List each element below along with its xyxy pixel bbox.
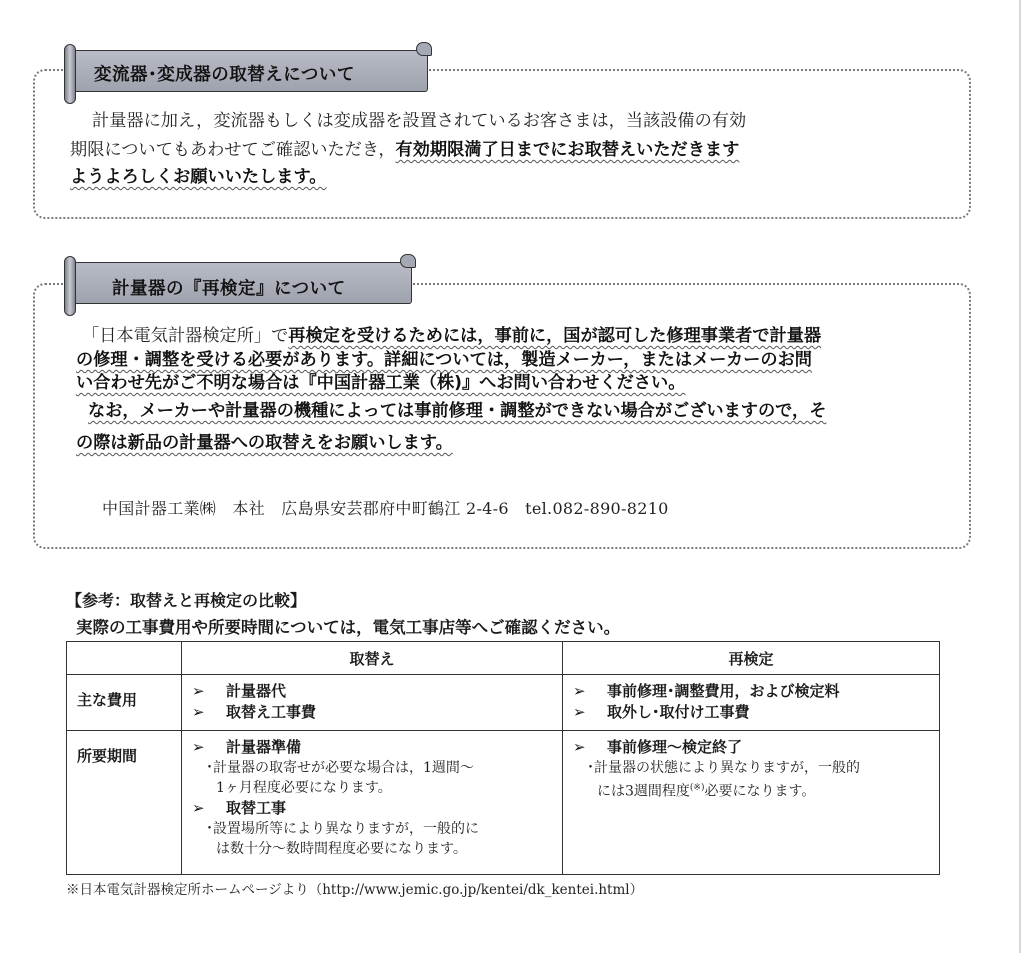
text-emphasis: 再検定を受けるためには，事前に，国が認可した修理事業者で計量器 — [288, 326, 822, 346]
arrow-bullet-icon: ➢ — [573, 703, 586, 721]
table-cell — [182, 731, 563, 875]
text-emphasis: ようよろしくお願いいたします。 — [70, 167, 327, 187]
list-item: ➢ 取替え工事費 — [182, 702, 562, 723]
table-cell — [563, 731, 940, 875]
scroll-curl-icon — [400, 254, 416, 268]
item-note: ･設置場所等により異なりますが，一般的に — [206, 821, 479, 837]
list-item: ➢ 取替工事 — [182, 798, 562, 819]
arrow-bullet-icon: ➢ — [192, 682, 205, 700]
company-address: 中国計器工業㈱ 本社 広島県安芸郡府中町鶴江 2-4-6 tel.082-890-8210 — [102, 499, 669, 518]
table-header-cell: 再検定 — [563, 642, 940, 675]
footnote-mark: (※) — [689, 783, 705, 793]
arrow-bullet-icon: ➢ — [192, 703, 205, 721]
table-row — [67, 731, 940, 875]
list-item: ➢ 事前修理･調整費用，および検定料 — [563, 681, 939, 702]
reference-subtitle: 実際の工事費用や所要時間については，電気工事店等へご確認ください。 — [76, 618, 621, 637]
section-banner-transformer — [64, 42, 434, 106]
paragraph-line — [70, 164, 326, 191]
paragraph-line — [88, 398, 826, 425]
paragraph-line: 計量器に加え，変流器もしくは変成器を設置されているお客さまは，当該設備の有効 — [92, 111, 747, 131]
item-note: ･計量器の状態により異なりますが，一般的 — [587, 760, 860, 776]
list-item: ➢ 計量器準備 — [182, 737, 562, 758]
text-emphasis: 有効期限満了日までにお取替えいただきます — [395, 140, 740, 160]
item-note: 1ヶ月程度必要になります。 — [216, 780, 392, 796]
paragraph-line — [76, 430, 453, 457]
table-header-cell — [67, 642, 182, 675]
paragraph-line — [82, 323, 821, 350]
scroll-roll-icon — [64, 44, 76, 104]
arrow-bullet-icon: ➢ — [192, 738, 205, 756]
table-row — [67, 675, 940, 731]
table-cell — [563, 675, 940, 731]
list-item: ➢ 事前修理～検定終了 — [563, 737, 939, 758]
arrow-bullet-icon: ➢ — [192, 799, 205, 817]
section-title: 計量器の『再検定』について — [112, 279, 346, 299]
list-item: ➢ 計量器代 — [182, 681, 562, 702]
item-note: は数十分～数時間程度必要になります。 — [216, 841, 467, 857]
footnote-source: ※日本電気計器検定所ホームページより（http://www.jemic.go.jp/kentei/dk_kentei.html） — [66, 882, 644, 898]
section-banner-recheck — [64, 254, 419, 318]
text-emphasis: の際は新品の計量器への取替えをお願いします。 — [76, 433, 453, 453]
text-emphasis: なお，メーカーや計量器の機種によっては事前修理・調整ができない場合がございますので，そ — [88, 401, 827, 421]
table-header-row — [67, 642, 940, 675]
scroll-curl-icon — [416, 42, 432, 56]
paragraph-line — [70, 137, 739, 164]
reference-title: 【参考：取替えと再検定の比較】 — [66, 591, 307, 610]
text-emphasis: の修理・調整を受ける必要があります。詳細については，製造メーカー，またはメーカーのお問 — [76, 350, 812, 370]
list-item: ➢ 取外し･取付け工事費 — [563, 702, 939, 723]
text-plain: 期限についてもあわせてご確認いただき， — [70, 140, 396, 160]
paragraph-line — [76, 370, 685, 397]
section-title: 変流器･変成器の取替えについて — [94, 65, 355, 85]
arrow-bullet-icon: ➢ — [573, 682, 586, 700]
row-label: 主な費用 — [67, 675, 182, 731]
comparison-table — [66, 641, 940, 875]
scroll-roll-icon — [64, 256, 76, 316]
item-note: には3週間程度(※)必要になります。 — [597, 783, 816, 800]
arrow-bullet-icon: ➢ — [573, 738, 586, 756]
table-header-cell: 取替え — [182, 642, 563, 675]
item-note: ･計量器の取寄せが必要な場合は，1週間～ — [206, 760, 474, 776]
text-plain: 「日本電気計器検定所」で — [82, 326, 289, 346]
table-cell — [182, 675, 563, 731]
row-label: 所要期間 — [67, 731, 182, 875]
text-emphasis: い合わせ先がご不明な場合は『中国計器工業（株)』へお問い合わせください。 — [76, 373, 686, 393]
